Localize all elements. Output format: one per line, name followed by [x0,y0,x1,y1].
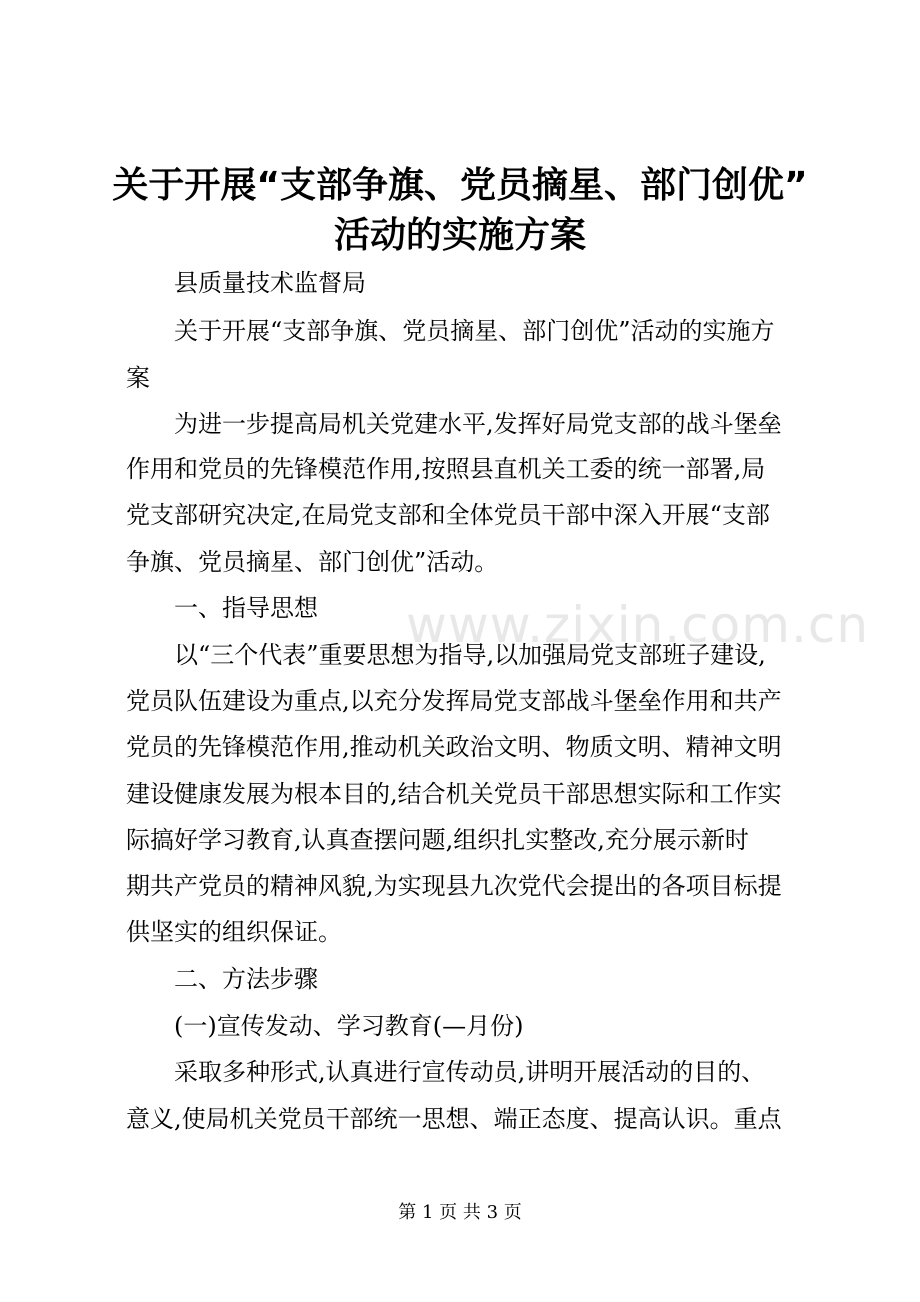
issuer-line: 县质量技术监督局 [174,269,366,297]
body-line: 采取多种形式,认真进行宣传动员,讲明开展活动的目的、 [174,1058,766,1086]
section-heading-2: 二、方法步骤 [174,965,318,993]
body-line: 意义,使局机关党员干部统一思想、端正态度、提高认识。重点 [126,1105,782,1133]
document-title-line-1: 关于开展“支部争旗、党员摘星、部门创优” [112,165,808,206]
page-indicator: 第 1 页 共 3 页 [398,1202,522,1223]
body-line: 际搞好学习教育,认真查摆问题,组织扎实整改,充分展示新时 [126,826,749,854]
body-line: 党支部研究决定,在局党支部和全体党员干部中深入开展“支部 [126,501,770,529]
body-line: 作用和党员的先锋模范作用,按照县直机关工委的统一部署,局 [126,455,766,483]
subsection-heading-1: (一)宣传发动、学习教育(—月份) [174,1012,524,1040]
body-line: 以“三个代表”重要思想为指导,以加强局党支部班子建设, [174,641,766,669]
body-line: 党员队伍建设为重点,以充分发挥局党支部战斗堡垒作用和共产 [126,687,782,715]
body-line: 建设健康发展为根本目的,结合机关党员干部思想实际和工作实 [126,780,782,808]
document-title-line-2: 活动的实施方案 [333,215,586,256]
body-line: 期共产党员的精神风貌,为实现县九次党代会提出的各项目标提 [126,872,782,900]
watermark: www.zixin.com.cn [406,596,870,654]
body-line: 为进一步提高局机关党建水平,发挥好局党支部的战斗堡垒 [174,410,782,438]
section-heading-1: 一、指导思想 [174,594,318,622]
body-line: 争旗、党员摘星、部门创优”活动。 [126,548,499,576]
body-line: 供坚实的组织保证。 [126,918,342,946]
subtitle-line: 关于开展“支部争旗、党员摘星、部门创优”活动的实施方 [174,317,775,345]
body-line: 党员的先锋模范作用,推动机关政治文明、物质文明、精神文明 [126,733,782,761]
subtitle-line-cont: 案 [126,364,150,392]
